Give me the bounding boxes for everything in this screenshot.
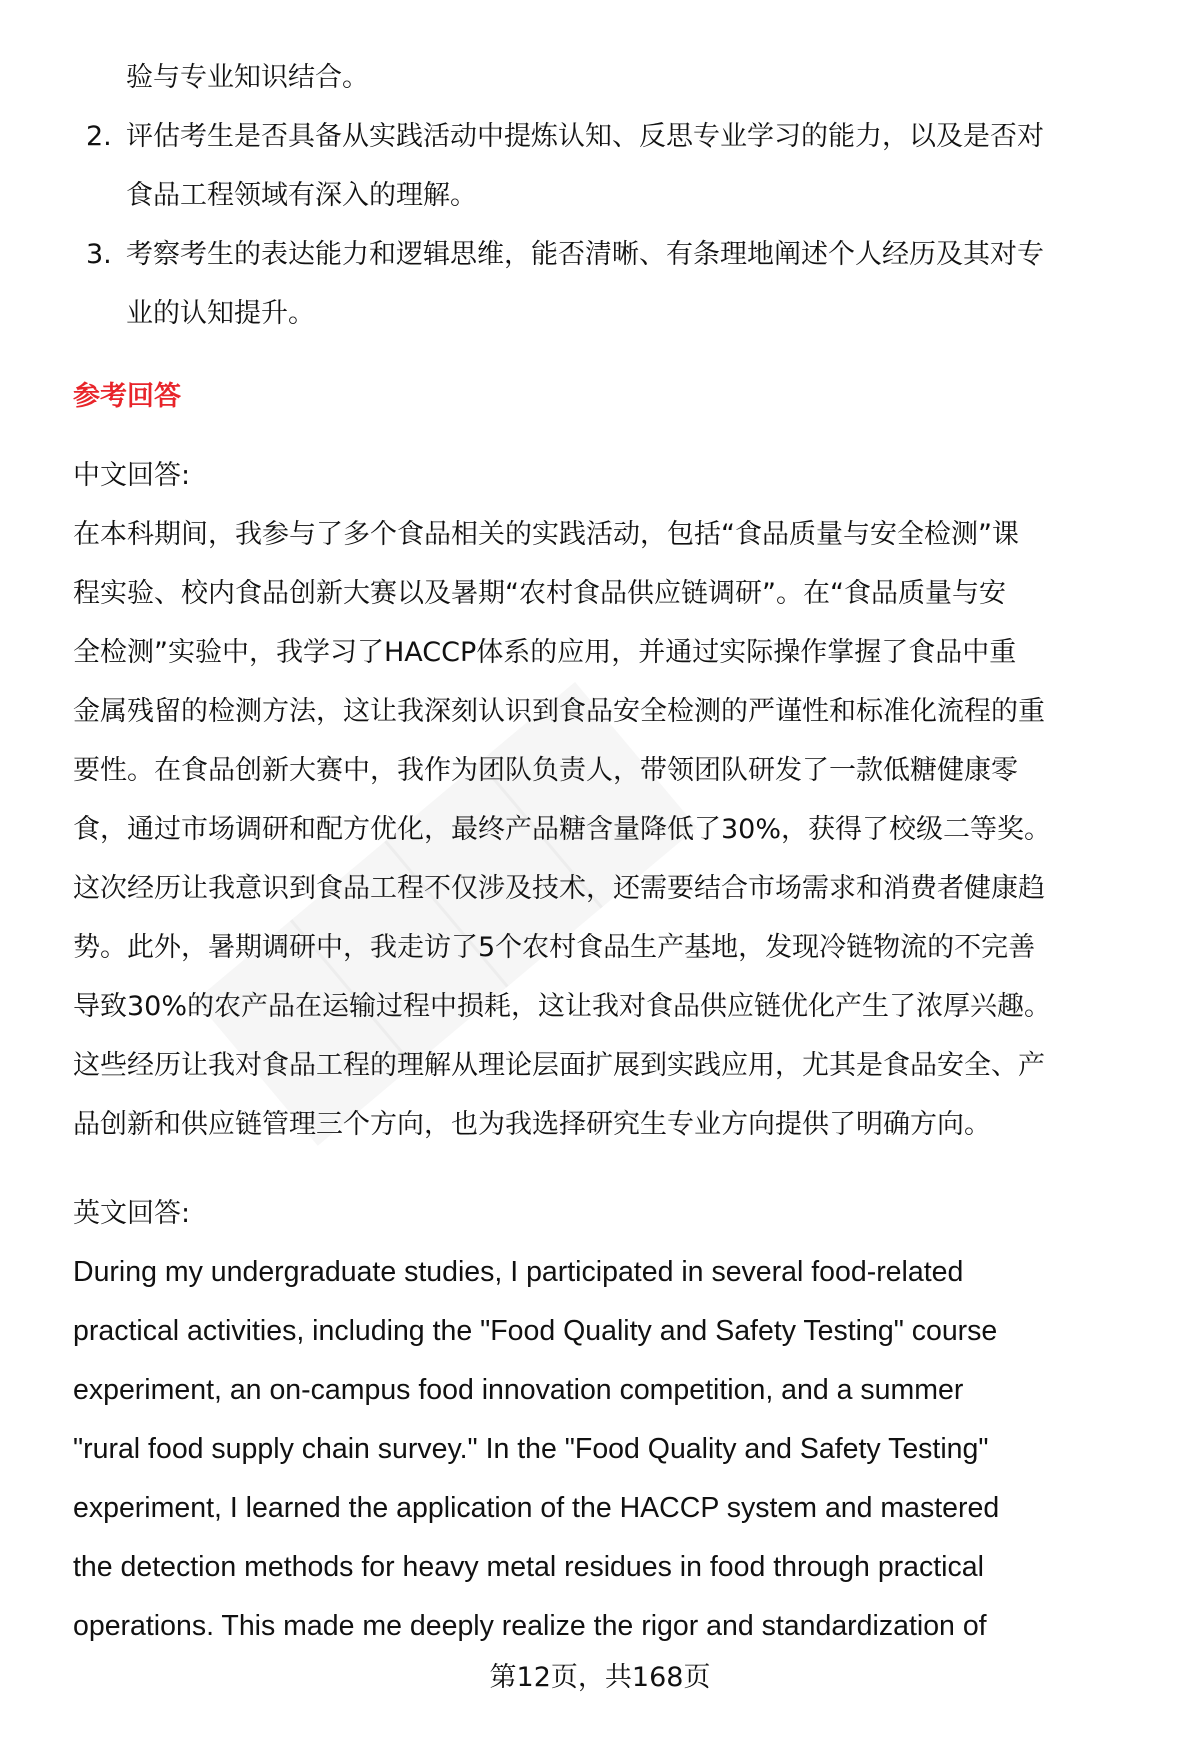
text-line: 要性。在食品创新大赛中，我作为团队负责人，带领团队研发了一款低糖健康零 — [73, 755, 1018, 786]
english-answer-label: 英文回答: — [73, 1198, 191, 1229]
section-heading: 参考回答 — [73, 381, 181, 412]
list-text: 考察考生的表达能力和逻辑思维，能否清晰、有条理地阐述个人经历及其对专 — [126, 239, 1044, 270]
list-text: 业的认知提升。 — [126, 298, 315, 329]
text-line: 程实验、校内食品创新大赛以及暑期“农村食品供应链调研”。在“食品质量与安 — [73, 578, 1006, 609]
text-line: "rural food supply chain survey." In the "Food Quality and Safety Testing" — [73, 1433, 989, 1465]
criteria-item-2 — [73, 107, 1143, 225]
text-line: 品创新和供应链管理三个方向，也为我选择研究生专业方向提供了明确方向。 — [73, 1109, 991, 1140]
text-line: 这些经历让我对食品工程的理解从理论层面扩展到实践应用，尤其是食品安全、产 — [73, 1050, 1045, 1081]
list-text: 食品工程领域有深入的理解。 — [126, 180, 477, 211]
text-line: During my undergraduate studies, I participated in several food-related — [73, 1256, 964, 1288]
list-text: 评估考生是否具备从实践活动中提炼认知、反思专业学习的能力，以及是否对 — [126, 121, 1044, 152]
text-line: 这次经历让我意识到食品工程不仅涉及技术，还需要结合市场需求和消费者健康趋 — [73, 873, 1045, 904]
list-number: 3. — [86, 239, 112, 270]
text-line: practical activities, including the "Food Quality and Safety Testing" course — [73, 1315, 998, 1347]
text-line: experiment, I learned the application of the HACCP system and mastered — [73, 1492, 1000, 1524]
criteria-continued-line: 验与专业知识结合。 — [126, 62, 369, 93]
english-answer-paragraph — [73, 1243, 1143, 1656]
criteria-item-3 — [73, 225, 1143, 343]
page-number: 第12页，共168页 — [489, 1662, 711, 1693]
list-number: 2. — [86, 121, 112, 152]
chinese-answer-paragraph — [73, 505, 1143, 1154]
document-body — [73, 48, 1143, 1656]
text-line: 导致30%的农产品在运输过程中损耗，这让我对食品供应链优化产生了浓厚兴趣。 — [73, 991, 1052, 1022]
text-line: 势。此外，暑期调研中，我走访了5个农村食品生产基地，发现冷链物流的不完善 — [73, 932, 1036, 963]
text-line: 食，通过市场调研和配方优化，最终产品糖含量降低了30%，获得了校级二等奖。 — [73, 814, 1052, 845]
text-line: 全检测”实验中，我学习了HACCP体系的应用，并通过实际操作掌握了食品中重 — [73, 637, 1017, 668]
text-line: 金属残留的检测方法，这让我深刻认识到食品安全检测的严谨性和标准化流程的重 — [73, 696, 1045, 727]
text-line: operations. This made me deeply realize the rigor and standardization of — [73, 1610, 987, 1642]
text-line: experiment, an on-campus food innovation competition, and a summer — [73, 1374, 964, 1406]
text-line: 在本科期间，我参与了多个食品相关的实践活动，包括“食品质量与安全检测”课 — [73, 519, 1019, 550]
text-line: the detection methods for heavy metal residues in food through practical — [73, 1551, 984, 1583]
chinese-answer-label: 中文回答: — [73, 460, 191, 491]
